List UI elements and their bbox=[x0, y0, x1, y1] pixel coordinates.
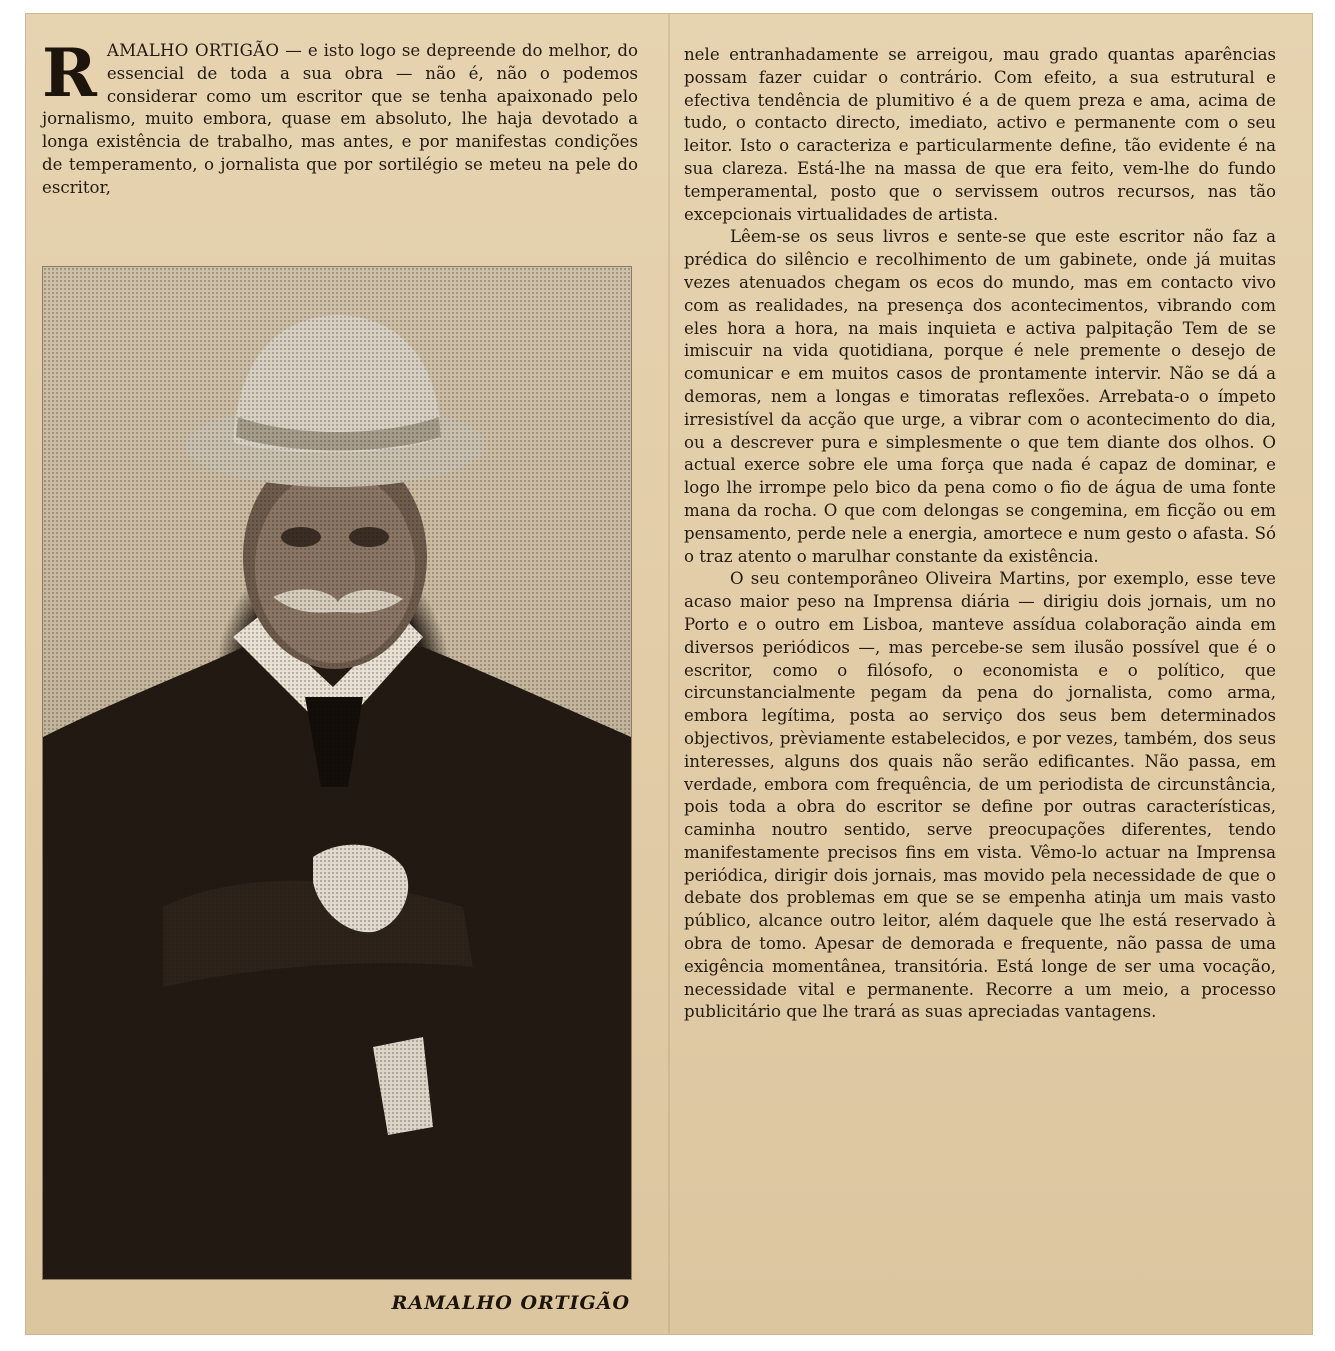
body-paragraph-1: nele entranhadamente se arreigou, mau grado quantas aparências possam fazer cuidar o contrário. Com efeito, a sua estrutural e efectiva tendência de plumitivo é a de quem preza e ama, acima de tudo, o contacto directo, imediato, activo e permanente com o seu leitor. Isto o caracteriza e particularmente define, tão evidente é na sua clareza. Está-lhe na massa de que era feito, vem-lhe do fundo temperamental, posto que o servissem outros recursos, nas tão excepcionais virtualidades de artista. bbox=[684, 45, 1276, 224]
body-paragraph-2: Lêem-se os seus livros e sente-se que este escritor não faz a prédica do silêncio e recolhimento de um gabinete, onde já muitas vezes atenuados chegam os ecos do mundo, mas em contacto vivo com as realidades, na presença dos acontecimentos, vibrando com eles hora a hora, na mais inquieta e activa palpitação Tem de se imiscuir na vida quotidiana, porque é nele premente o desejo de comunicar e em muitos casos de prontamente intervir. Não se dá a demoras, nem a longas e timoratas reflexões. Arrebata-o o ímpeto irresistível da acção que urge, a vibrar com o acontecimento do dia, ou a descrever pura e simplesmente o que tem diante dos olhos. O actual exerce sobre ele uma força que nada é capaz de dominar, e logo lhe irrompe pelo bico da pena como o fio de água de uma fonte mana da rocha. O que com delongas se congemina, em ficção ou em pensamento, perde nele a energia, amortece e num gesto o afasta. Só o traz atento o marulhar constante da existência. bbox=[684, 227, 1276, 566]
intro-name: AMALHO ORTIGÃO bbox=[106, 41, 280, 60]
drop-cap: R bbox=[42, 34, 97, 112]
intro-paragraph bbox=[42, 34, 638, 200]
portrait-illustration bbox=[43, 267, 631, 1279]
body-paragraph-3: O seu contemporâneo Oliveira Martins, por exemplo, esse teve acaso maior peso na Imprensa diária — dirigiu dois jornais, um no Porto e o outro em Lisboa, manteve assídua colaboração ainda em diversos periódicos —, mas percebe-se sem ilusão possível que é o escritor, como o filósofo, o economista e o político, que circunstancialmente pegam da pena do jornalista, como arma, embora legítima, posta ao serviço dos seus bem determinados objectivos, prèviamente estabelecidos, e por vezes, também, dos seus interesses, alguns dos quais não serão edificantes. Não passa, em verdade, embora com frequência, de um periodista de circunstância, pois toda a obra do escritor se define por outras características, caminha noutro sentido, serve preocupações diferentes, tendo manifestamente precisos fins em vista. Vêmo-lo actuar na Imprensa periódica, dirigir dois jornais, mas movido pela necessidade de que o debate dos problemas em que se se empenha atinja um mais vasto público, alcance outro leitor, além daquele que lhe está reservado à obra de tomo. Apesar de demorada e frequente, não passa de uma exigência momentânea, transitória. Está longe de ser uma vocação, necessidade vital e permanente. Recorre a um meio, a processo publicitário que lhe trará as suas apreciadas vantagens. bbox=[684, 569, 1276, 1022]
newspaper-clipping bbox=[26, 14, 1312, 1334]
photo-caption: RAMALHO ORTIGÃO bbox=[391, 1292, 630, 1314]
intro-text: — e isto logo se depreende do melhor, do essencial de toda a sua obra — não é, não o podemos considerar como um escritor que se tenha apaixonado pelo jornalismo, muito embora, quase em absoluto, lhe haja devotado a longa existência de trabalho, mas antes, e por manifestas condições de temperamento, o jornalista que por sortilégio se meteu na pele do escritor, bbox=[42, 41, 638, 197]
portrait-photo bbox=[42, 266, 632, 1280]
body-column bbox=[684, 44, 1276, 1024]
